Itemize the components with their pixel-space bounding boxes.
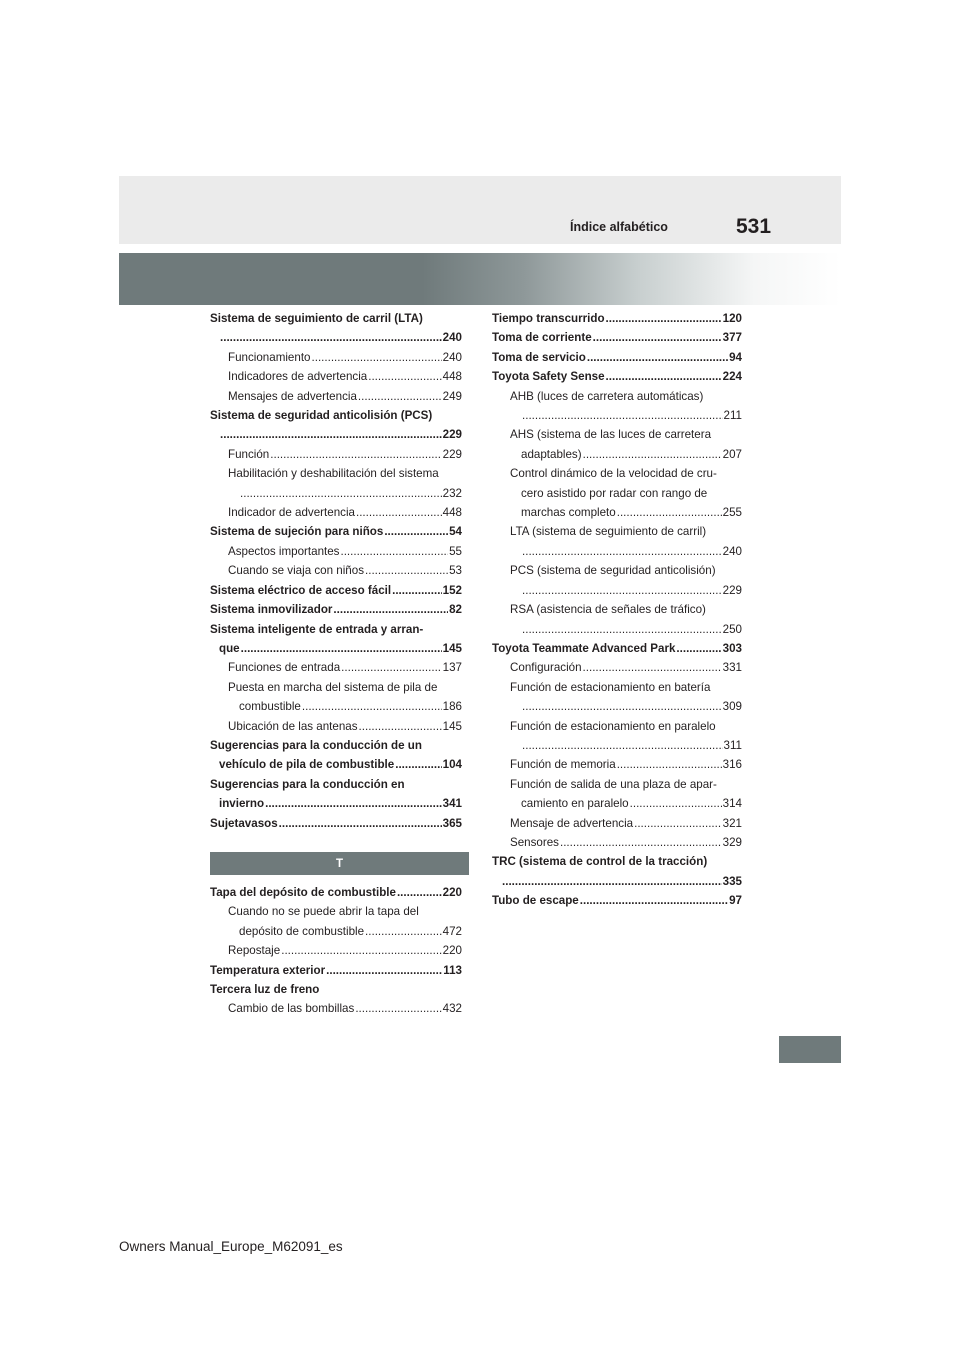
dot-leader (580, 891, 728, 910)
index-entry-page: 329 (722, 835, 742, 849)
index-entry-page: 448 (442, 506, 462, 520)
index-entry-page: 331 (722, 661, 742, 675)
index-entry-page: 240 (442, 350, 462, 364)
index-entry-text: Mensajes de advertencia (228, 389, 357, 403)
index-entry-text: Función (228, 447, 270, 461)
dot-leader (522, 620, 722, 639)
index-entry (210, 581, 462, 600)
dot-leader (279, 814, 442, 833)
index-entry (210, 961, 462, 980)
index-entry (492, 406, 742, 425)
index-column-left-t (210, 883, 462, 1019)
dot-leader (522, 542, 722, 561)
dot-leader (365, 561, 448, 580)
index-entry-text: Cuando no se puede abrir la tapa del (228, 905, 419, 919)
index-entry-page: 341 (442, 797, 462, 811)
index-entry (210, 620, 462, 639)
index-entry-page: 207 (722, 447, 742, 461)
index-entry-page: 335 (722, 874, 742, 888)
index-entry-text: que (219, 641, 240, 655)
index-entry-text: marchas completo (521, 506, 616, 520)
index-entry-text: Sugerencias para la conducción en (210, 777, 405, 791)
dot-leader (220, 328, 442, 347)
index-entry-text: Control dinámico de la velocidad de cru- (510, 467, 717, 481)
dot-leader (356, 503, 442, 522)
index-entry (210, 794, 462, 813)
index-entry-text: combustible (239, 700, 301, 714)
dot-leader (395, 755, 441, 774)
index-entry (492, 755, 742, 774)
index-entry (210, 902, 462, 921)
dot-leader (281, 941, 441, 960)
index-entry (210, 522, 462, 541)
index-entry-page: 120 (722, 312, 742, 325)
index-entry (210, 639, 462, 658)
index-entry (492, 639, 742, 658)
index-entry-text: Indicadores de advertencia (228, 370, 368, 384)
index-entry-page: 250 (722, 622, 742, 636)
index-entry (492, 348, 742, 367)
dot-leader (240, 484, 442, 503)
index-entry-text: Sistema de seguridad anticolisión (PCS) (210, 409, 433, 423)
index-column-left (210, 309, 462, 833)
thumb-index-tab (779, 1036, 841, 1063)
index-entry-text: AHS (sistema de las luces de carretera (510, 428, 712, 442)
index-entry-text: Función de estacionamiento en batería (510, 680, 711, 694)
index-entry-page: 145 (442, 641, 462, 655)
index-entry-page: 240 (722, 544, 742, 558)
index-entry-text: Cuando se viaja con niños (228, 564, 364, 578)
dot-leader (384, 522, 448, 541)
index-entry-page: 309 (722, 700, 742, 714)
index-entry (210, 941, 462, 960)
index-entry (210, 484, 462, 503)
index-entry-page: 211 (723, 409, 742, 423)
index-entry (210, 814, 462, 833)
index-entry (210, 922, 462, 941)
index-entry (492, 522, 742, 541)
index-entry (492, 542, 742, 561)
index-entry (492, 736, 742, 755)
index-entry (492, 387, 742, 406)
dot-leader (220, 425, 442, 444)
dot-leader (583, 658, 722, 677)
index-entry-page: 220 (442, 886, 462, 899)
index-entry-text: Función de salida de una plaza de apar- (510, 777, 717, 791)
dot-leader (355, 999, 441, 1018)
dot-leader (593, 328, 722, 347)
index-entry (210, 464, 462, 483)
index-entry-text: Sensores (510, 835, 559, 849)
index-entry-page: 224 (722, 370, 742, 384)
index-entry-page: 104 (442, 758, 462, 772)
index-entry-text: Función de memoria (510, 758, 616, 772)
index-entry-page: 53 (449, 564, 462, 578)
index-entry (492, 309, 742, 328)
index-entry (492, 833, 742, 852)
dot-leader (241, 639, 442, 658)
index-entry (210, 367, 462, 386)
index-entry (210, 328, 462, 347)
dot-leader (270, 445, 441, 464)
section-letter: T (335, 857, 344, 870)
index-entry-text: Toyota Safety Sense (492, 370, 605, 384)
index-entry-page: 472 (442, 924, 462, 938)
dot-leader (265, 794, 442, 813)
dot-leader (522, 697, 722, 716)
index-entry-page: 232 (442, 486, 462, 500)
index-entry-page: 316 (722, 758, 742, 772)
index-entry-text: Tiempo transcurrido (492, 312, 605, 325)
dot-leader (341, 658, 442, 677)
index-entry-text: cero asistido por radar con rango de (521, 486, 708, 500)
index-entry-text: PCS (sistema de seguridad anticolisión) (510, 564, 716, 578)
section-title: Índice alfabético (570, 220, 668, 234)
index-entry-text: adaptables) (521, 447, 582, 461)
dot-leader (326, 961, 442, 980)
index-entry (210, 755, 462, 774)
dot-leader (365, 922, 442, 941)
index-entry-text: Aspectos importantes (228, 544, 340, 558)
index-entry-page: 314 (722, 797, 742, 811)
index-entry-text: Sistema inmovilizador (210, 603, 333, 617)
index-entry (210, 980, 462, 999)
index-entry (492, 814, 742, 833)
index-entry-page: 186 (442, 700, 462, 714)
index-entry (210, 678, 462, 697)
index-entry-text: Sistema de sujeción para niños (210, 525, 384, 539)
dot-leader (502, 872, 722, 891)
dot-leader (617, 503, 722, 522)
index-entry (492, 794, 742, 813)
index-entry-text: Mensaje de advertencia (510, 816, 634, 830)
index-entry-page: 377 (722, 331, 742, 345)
index-entry (210, 387, 462, 406)
index-entry (492, 891, 742, 910)
index-entry (210, 309, 462, 328)
index-entry-page: 229 (442, 428, 462, 442)
index-entry-text: Toma de servicio (492, 350, 586, 364)
index-entry (492, 658, 742, 677)
index-entry-text: vehículo de pila de combustible (219, 758, 395, 772)
dot-leader (312, 348, 442, 367)
index-entry-text: Toma de corriente (492, 331, 592, 345)
index-entry (210, 445, 462, 464)
dot-leader (368, 367, 441, 386)
index-entry-page: 229 (442, 447, 462, 461)
index-entry (492, 620, 742, 639)
index-entry-page: 240 (442, 331, 462, 345)
index-entry-page: 82 (449, 603, 462, 617)
index-entry (210, 348, 462, 367)
index-entry-page: 113 (443, 963, 462, 977)
index-entry-text: Indicador de advertencia (228, 506, 355, 520)
index-entry (492, 464, 742, 483)
index-entry-page: 220 (442, 944, 462, 958)
index-entry-page: 137 (442, 661, 462, 675)
index-entry (492, 600, 742, 619)
index-entry-text: Toyota Teammate Advanced Park (492, 641, 676, 655)
document-footer: Owners Manual_Europe_M62091_es (119, 1239, 343, 1254)
dot-leader (397, 883, 442, 902)
index-entry (210, 406, 462, 425)
index-entry (210, 561, 462, 580)
index-entry-text: LTA (sistema de seguimiento de carril) (510, 525, 707, 539)
dot-leader (340, 542, 448, 561)
index-entry (492, 872, 742, 891)
index-entry-text: Habilitación y deshabilitación del sistema (228, 467, 439, 481)
page-number: 531 (736, 215, 772, 238)
index-entry (492, 697, 742, 716)
index-entry (210, 883, 462, 902)
index-entry-page: 303 (722, 641, 742, 655)
index-entry (210, 999, 462, 1018)
dot-leader (606, 367, 722, 386)
index-entry (210, 425, 462, 444)
index-entry-page: 94 (729, 350, 742, 364)
index-entry-text: Sujetavasos (210, 816, 278, 830)
index-entry (492, 328, 742, 347)
index-entry-text: Ubicación de las antenas (228, 719, 358, 733)
index-entry (492, 367, 742, 386)
index-entry (492, 678, 742, 697)
dot-leader (522, 406, 723, 425)
index-entry-text: Configuración (510, 661, 582, 675)
dot-leader (333, 600, 448, 619)
dot-leader (587, 348, 728, 367)
index-entry-text: Repostaje (228, 944, 281, 958)
index-entry (210, 503, 462, 522)
index-entry-text: RSA (asistencia de señales de tráfico) (510, 603, 706, 617)
index-entry-text: Tubo de escape (492, 894, 579, 908)
index-entry-text: camiento en paralelo (521, 797, 629, 811)
index-entry-page: 321 (722, 816, 742, 830)
index-entry (210, 697, 462, 716)
dot-leader (560, 833, 722, 852)
index-entry-page: 432 (442, 1002, 462, 1016)
index-entry (210, 542, 462, 561)
index-entry-text: TRC (sistema de control de la tracción) (492, 855, 708, 869)
dot-leader (302, 697, 442, 716)
index-entry-text: Función de estacionamiento en paralelo (510, 719, 716, 733)
dot-leader (358, 387, 442, 406)
dot-leader (634, 814, 722, 833)
index-entry (492, 425, 742, 444)
index-entry (492, 852, 742, 871)
index-entry (210, 775, 462, 794)
dot-leader (606, 309, 722, 328)
index-entry (492, 717, 742, 736)
index-entry (210, 658, 462, 677)
index-entry-text: AHB (luces de carretera automáticas) (510, 389, 704, 403)
index-entry (492, 484, 742, 503)
index-entry-text: Funciones de entrada (228, 661, 341, 675)
index-entry-page: 54 (449, 525, 462, 539)
header-band (119, 176, 841, 244)
dot-leader (522, 581, 722, 600)
index-entry-page: 448 (442, 370, 462, 384)
index-entry-page: 249 (442, 389, 462, 403)
header-gradient-bar (119, 253, 841, 305)
index-entry-text: Temperatura exterior (210, 963, 326, 977)
index-entry-page: 311 (723, 738, 742, 752)
index-entry-page: 97 (729, 894, 742, 908)
index-entry-text: Funcionamiento (228, 350, 311, 364)
index-entry-page: 145 (442, 719, 462, 733)
section-letter-bar (210, 852, 469, 875)
index-entry (492, 445, 742, 464)
index-entry-page: 229 (722, 583, 742, 597)
index-entry-text: Sistema inteligente de entrada y arran- (210, 622, 424, 636)
index-entry-text: Cambio de las bombillas (228, 1002, 355, 1016)
index-entry (210, 717, 462, 736)
index-entry (492, 775, 742, 794)
index-entry-text: Sugerencias para la conducción de un (210, 738, 422, 752)
index-entry-text: Sistema de seguimiento de carril (LTA) (210, 312, 423, 325)
dot-leader (522, 736, 723, 755)
index-entry-text: Puesta en marcha del sistema de pila de (228, 680, 438, 694)
dot-leader (630, 794, 722, 813)
index-entry (210, 736, 462, 755)
index-entry-page: 365 (442, 816, 462, 830)
index-entry (492, 561, 742, 580)
index-entry-text: depósito de combustible (239, 924, 365, 938)
dot-leader (676, 639, 721, 658)
dot-leader (583, 445, 722, 464)
dot-leader (359, 717, 442, 736)
dot-leader (617, 755, 722, 774)
index-entry-page: 55 (449, 544, 462, 558)
index-entry-text: Tapa del depósito de combustible (210, 886, 396, 899)
index-entry (492, 503, 742, 522)
dot-leader (392, 581, 442, 600)
index-entry (492, 581, 742, 600)
index-entry-text: invierno (219, 797, 265, 811)
index-entry-text: Sistema eléctrico de acceso fácil (210, 583, 392, 597)
index-entry-page: 255 (722, 506, 742, 520)
index-entry-page: 152 (442, 583, 462, 597)
index-entry-text: Tercera luz de freno (210, 983, 320, 997)
index-column-right (492, 309, 742, 911)
index-entry (210, 600, 462, 619)
